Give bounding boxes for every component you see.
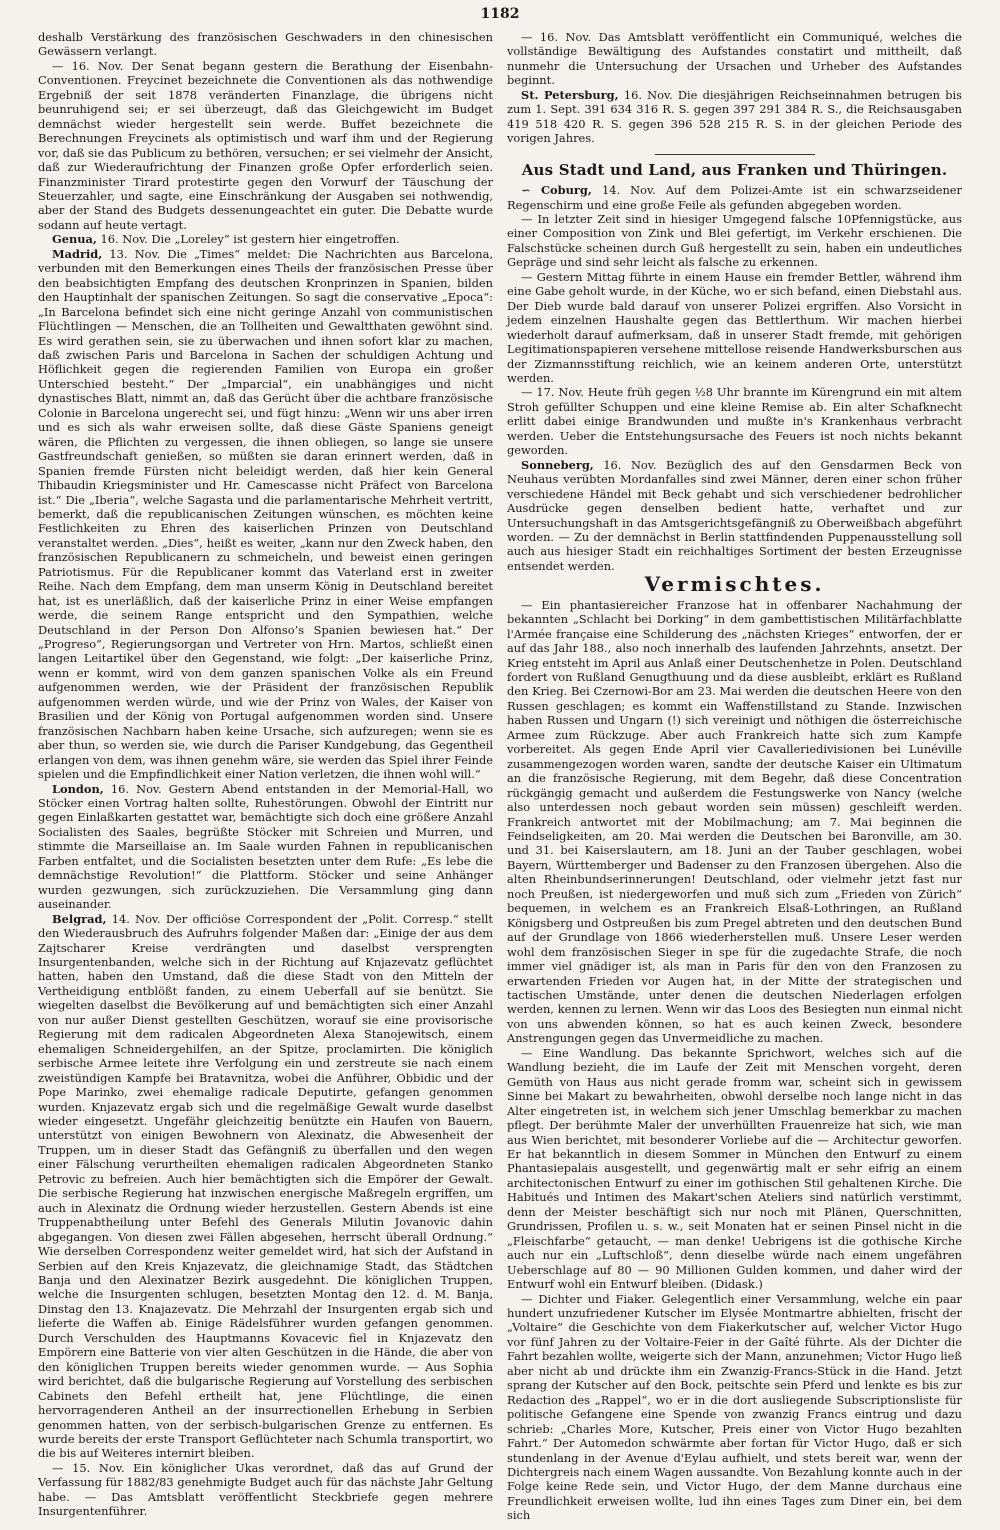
article-text: 13. Nov. Die „Times“ meldet: Die Nachrichten aus Barcelona, verbunden mit den Bemerkungen eines Theils der französischen Presse über den beabsichtigten Empfang des deutschen Kronprinzen in Spanien, bilden den Hauptinhalt der spanischen Zeitungen. So sagt die conservative „Epoca“: „In Barcelona befindet sich eine nicht geringe Anzahl von communistischen Flüchtlingen — Menschen, die an Tollheiten und Gewaltthaten gewöhnt sind. Es wird gerathen sein, sie zu überwachen und ihnen sofort klar zu machen, daß zwischen Paris und Barcelona in Sachen der schuldigen Achtung und Höflichkeit gegen die regierenden Familien von Europa ein großer Unterschied besteht.“ Der „Imparcial“, ein unabhängiges und nicht dynastisches Blatt, nimmt an, daß das Gerücht über die achtbare französische Colonie in Barcelona ungerecht sei, und fügt hinzu: „Wenn wir uns aber irren und es sich als wahr erweisen sollte, daß diese Gäste Spaniens geneigt wären, die Pflichten zu vergessen, die ihnen obliegen, so lange sie unsere Gastfreundschaft genießen, so müßten sie daran erinnert werden, daß in Spanien fremde Fürsten nicht beleidigt werden, daß hier kein General Thibaudin Kriegsminister und Hr. Camescasse nicht Präfect von Barcelona ist.“ Die „Iberia“, welche Sagasta und die parlamentarische Mehrheit vertritt, bemerkt, daß die republicanischen Zeitungen wünschen, es möchten keine Festlichkeiten zu Ehren des kaiserlichen Prinzen von Deutschland veranstaltet werden. „Dies“, heißt es weiter, „kann nur den Zweck haben, den französischen Republicanern zu schmeicheln, und beweist einen geringen Patriotismus. Für die Republicaner kommt das Vaterland erst in zweiter Reihe. Nach dem Empfang, dem man unserm König in Deutschland bereitet hat, ist es unerläßlich, daß der kaiserliche Prinz in einer Weise empfangen werde, die seinem Range entspricht und den Sympathien, welche Deutschland in der Person Don Alfonso’s Spanien bewiesen hat.“ Der „Progreso“, Regierungsorgan und Vertreter von Hrn. Martos, schließt einen langen Leitartikel über den Gegenstand, wie folgt: „Der kaiserliche Prinz, wenn er kommt, wird von dem ganzen spanischen Volke als ein Freund aufgenommen werden, wie der Präsident der französischen Republik aufgenommen werden würde, und wie der Prinz von Wales, der Kaiser von Brasilien und der König von Portugal aufgenommen worden sind. Unsere französischen Nachbarn haben keine Ursache, sich aufzuregen; wenn sie es aber thun, so werden sie, wie durch die Pariser Kundgebung, das Gegentheil erlangen von dem, was ihnen genehm wäre, sie werden das Spiel ihrer Feinde spielen und die Empfindlichkeit einer Nation verletzen, die ihnen wohl will.“	[38, 246, 493, 782]
article-text: — Dichter und Fiaker. Gelegentlich einer Versammlung, welche ein paar hundert unzufriedener Kutscher im Elysée Montmartre abhielten, frischt der „Voltaire“ die Geschichte von dem Fiakerkutscher auf, welcher Victor Hugo vor fünf Jahren zu der Voltaire-Feier in der Gaîté führte. Als der Dichter die Fahrt bezahlen wollte, weigerte sich der Mann, anzunehmen; Victor Hugo ließ aber nicht ab und drückte ihm ein Zwanzig-Francs-Stück in die Hand. Jetzt sprang der Kutscher auf den Bock, peitschte sein Pferd und lenkte es bis zur Redaction des „Rappel“, wo er in die dort ausliegende Subscriptionsliste für politische Gefangene eine Spende von zwanzig Francs eintrug und dazu schrieb: „Charles More, Kutscher, Preis einer von Victor Hugo bezahlten Fahrt.“ Der Automedon schwärmte aber fortan für Victor Hugo, daß er sich stundenlang in der Avenue d'Eylau aufhielt, und stets bereit war, wenn der Dichtergreis nach einem Wagen aussandte. Von Bezahlung konnte auch in der Folge keine Rede sein, und Victor Hugo, der dem Manne durchaus eine Freundlichkeit erweisen wollte, lud ihn eines Tages zum Diner ein, bei dem sich	[507, 1291, 962, 1523]
right-column-miscellany	[507, 598, 962, 1523]
article-paragraph	[507, 270, 962, 386]
article-paragraph	[38, 30, 493, 59]
article-text: — In letzter Zeit sind in hiesiger Umgegend falsche 10Pfennigstücke, aus einer Composition von Zink und Blei gefertigt, im Verkehr erschienen. Die Falschstücke scheinen durch Guß hergestellt zu sein, haben ein undeutliches Gepräge und sind sehr leicht als falsche zu erkennen.	[507, 211, 962, 270]
columns	[38, 30, 963, 1523]
article-paragraph	[38, 912, 493, 1461]
article-paragraph	[38, 232, 493, 246]
article-text: 16. Nov. Bezüglich des auf den Gensdarmen Beck von Neuhaus verübten Mordanfalles sind zwei Männer, deren einer schon früher verschiedene Händel mit Beck gehabt und sich verschiedener bedrohlicher Ausdrücke gegen denselben bedient hatte, verhaftet und zur Untersuchungshaft in das Amtsgerichtsgefängniß zu Oberweißbach abgeführt worden. — Zu der demnächst in Berlin stattfindenden Puppenausstellung soll auch aus hiesiger Stadt ein reichhaltiges Sortiment der besten Erzeugnisse entsendet werden.	[507, 457, 962, 573]
article-text: 14. Nov. Auf dem Polizei-Amte ist ein schwarzseidener Regenschirm und eine große Feile als gefunden abgegeben worden.	[507, 183, 962, 212]
article-text: — 16. Nov. Der Senat begann gestern die Berathung der Eisenbahn-Conventionen. Freycinet bezeichnete die Conventionen als das nothwendige Ergebniß der seit 1878 veränderten Finanzlage, die übrigens nicht beunruhigend sei; er sei überzeugt, daß das Gleichgewicht im Budget demnächst wieder hergestellt sein werde. Buffet bezeichnete die Berechnungen Freycinets als optimistisch und warf ihm und der Regierung vor, daß sie das Publicum zu bethören, versuchen; er sei vielmehr der Ansicht, daß zur Wiederaufrichtung der Finanzen große Opfer erforderlich seien. Finanzminister Tirard protestirte gegen den Vorwurf der Täuschung der Steuerzahler, und sagte, eine Einschränkung der Ausgaben sei nothwendig, aber der Stand des Budgets dessenungeachtet ein guter. Die Debatte wurde sodann auf heute vertagt.	[38, 58, 493, 232]
article-paragraph	[38, 247, 493, 782]
dateline: Belgrad,	[52, 911, 107, 926]
article-paragraph	[507, 183, 962, 212]
dateline: Sonneberg,	[521, 457, 594, 472]
article-paragraph	[507, 598, 962, 1046]
right-column	[507, 30, 963, 1523]
article-paragraph	[507, 458, 962, 574]
article-paragraph	[38, 59, 493, 232]
article-text: — 15. Nov. Ein königlicher Ukas verordnet, daß das auf Grund der Verfassung für 1882/83 genehmigte Budget auch für das nächste Jahr Geltung habe. — Das Amtsblatt veröffentlicht Steckbriefe gegen mehrere Insurgentenführer.	[38, 1460, 493, 1519]
page-number: 1182	[480, 6, 520, 22]
dateline: St. Petersburg,	[521, 87, 619, 102]
article-text: 16. Nov. Gestern Abend entstanden in der Memorial-Hall, wo Stöcker einen Vortrag halten sollte, Ruhestörungen. Obwohl der Eintritt nur gegen Einlaßkarten gestattet war, bemächtigte sich doch eine größere Anzahl Socialisten des Saales, begrüßte Stöcker mit Schreien und Murren, und stimmte die Marseillaise an. Im Saale wurden Fahnen in republicanischen Farben entfaltet, und die Socialisten besetzten unter dem Rufe: „Es lebe die demnächstige Revolution!“ die Plattform. Stöcker und seine Anhänger wurden gezwungen, sich zurückzuziehen. Die Versammlung ging dann auseinander.	[38, 781, 493, 912]
dateline: Genua,	[52, 232, 97, 247]
article-text: — Eine Wandlung. Das bekannte Sprichwort, welches sich auf die Wandlung bezieht, die im Laufe der Zeit mit Menschen vorgeht, deren Gemüth von Haus aus nicht gerade fromm war, scheint sich in gewissem Sinne bei Makart zu bewahrheiten, obwohl derselbe noch lange nicht in das Alter eingetreten ist, in welchem sich jener Umschlag bemerkbar zu machen pflegt. Der berühmte Maler der unverhüllten Frauenreize hat sich, wie man aus Wien berichtet, mit besonderer Vorliebe auf die — Architectur geworfen. Er hat bekanntlich in diesem Sommer in München den Entwurf zu einem Phantasiepalais ausgestellt, und gegenwärtig malt er sehr eifrig an einem architectonischen Entwurf zu einer im gothischen Stil gehaltenen Kirche. Die Habitués und Intimen des Makart'schen Ateliers sind natürlich verstimmt, denn der Meister beschäftigt sich nur noch mit Plänen, Querschnitten, Grundrissen, Profilen u. s. w., seit Monaten hat er seinen Pinsel nicht in die „Fleischfarbe“ getaucht, — man denke! Uebrigens ist die gothische Kirche auch nur ein „Luftschloß“, denn dieselbe würde nach einem ungefähren Ueberschlage auf 80 — 90 Millionen Gulden kommen, und daher wird der Entwurf wohl ein Entwurf bleiben. (Didask.)	[507, 1045, 962, 1292]
article-paragraph	[507, 212, 962, 270]
article-text: 16. Nov. Die diesjährigen Reichseinnahmen betrugen bis zum 1. Sept. 391 634 316 R. S. gegen 397 291 384 R. S., die Reichsausgaben 419 518 420 R. S. gegen 396 528 215 R. S. in der gleichen Periode des vorigen Jahres.	[507, 87, 963, 146]
divider-rule	[655, 154, 815, 155]
article-text: deshalb Verstärkung des französischen Geschwaders in den chinesischen Gewässern verlangt.	[38, 30, 493, 59]
article-text: — 16. Nov. Das Amtsblatt veröffentlicht ein Communiqué, welches die vollständige Bewältigung des Aufstandes constatirt und mittheilt, daß nunmehr die Untersuchung der Ursachen und Urheber des Aufstandes beginnt.	[507, 30, 962, 88]
article-paragraph	[38, 1461, 493, 1519]
article-paragraph	[507, 385, 962, 457]
right-column-top	[507, 30, 962, 146]
article-paragraph	[507, 1292, 962, 1523]
section-heading-stadt-und-land: Aus Stadt und Land, aus Franken und Thüringen.	[521, 160, 948, 179]
section-heading-vermischtes: Vermischtes.	[644, 572, 825, 597]
article-paragraph	[507, 30, 962, 88]
article-paragraph	[507, 88, 962, 146]
dateline: London,	[52, 781, 104, 796]
article-paragraph	[38, 782, 493, 912]
left-column	[38, 30, 493, 1519]
article-text: — Gestern Mittag führte in einem Hause ein fremder Bettler, während ihm eine Gabe geholt wurde, in der Küche, wo er sich befand, einen Diebstahl aus. Der Dieb wurde bald darauf von unserer Polizei ergriffen. Also Vorsicht in jedem einzelnen Haushalte gegen das Bettlerthum. Wir machen hierbei wiederholt darauf aufmerksam, daß in unserer Stadt fremde, mit gehörigen Legitimationspapieren versehene mittellose reisende Handwerksburschen aus der Zizmannsstiftung reichlich, wie an keinem anderen Orte, unterstützt werden.	[507, 269, 962, 385]
article-text: 14. Nov. Der officiöse Correspondent der „Polit. Corresp.“ stellt den Wiederausbruch des Aufruhrs folgender Maßen dar: „Einige der aus dem Zajtscharer Kreise verdrängten und daselbst versprengten Insurgentenbanden, welche sich in der Richtung auf Knjazevatz geflüchtet hatten, haben den Umstand, daß die diese Stadt von den Mitteln der Vertheidigung entblößt fanden, zu einem Ueberfall auf sie benützt. Sie wiegelten daselbst die Bevölkerung auf und bemächtigten sich einer Anzahl von nur außer Dienst gestellten Geschützen, worauf sie eine provisorische Regierung mit dem radicalen Abgeordneten Alexa Stanojewitsch, einem ehemaligen Schneidergehilfen, an der Spitze, proclamirten. Die königlich serbische Armee leitete ihre Verfolgung ein und zerstreute sie nach einem zweistündigen Kampfe bei Bratavnitza, wobei die Anführer, Obbidic und der Pope Marinko, zwei ehemalige radicale Deputirte, gefangen genommen wurden. Knjazevatz ergab sich und die regelmäßige Gewalt wurde daselbst wieder eingesetzt. Ungefähr gleichzeitig benützte ein Haufen von Bauern, unterstützt von einigen Bewohnern von Alexinatz, die Abwesenheit der Truppen, um in dieser Stadt das Gefängniß zu überfallen und den wegen einer Fälschung verurtheilten ehemaligen radicalen Abgeordneten Stanko Petrovic zu befreien. Auch hier bemächtigten sich die Empörer der Gewalt. Die serbische Regierung hat inzwischen energische Maßregeln ergriffen, um auch in Alexinatz die Ordnung wieder herzustellen. Gestern Abends ist eine Truppenabtheilung unter Befehl des Generals Milutin Jovanovic dahin abgegangen. Von diesen zwei Fällen abgesehen, herrscht überall Ordnung.“ Wie derselben Correspondenz weiter gemeldet wird, hat sich der Aufstand in Serbien auf den Kreis Knjazevatz, die gleichnamige Stadt, das Städtchen Banja und den Alexinatzer Bezirk ausgedehnt. Die königlichen Truppen, welche die Insurgenten schlugen, besetzten Montag den 12. d. M. Banja, Dinstag den 13. Knajazevatz. Die Mehrzahl der Insurgenten ergab sich und lieferte die Waffen ab. Einige Rädelsführer wurden gefangen genommen. Durch Verschulden des Hauptmanns Kovacevic fiel in Knjazevatz den Empörern eine Batterie von vier alten Geschützen in die Hände, die aber von den königlichen Truppen bereits wieder genommen wurde. — Aus Sophia wird berichtet, daß die bulgarische Regierung auf Vorstellung des serbischen Cabinets den Befehl ertheilt hat, jene Flüchtlinge, die einen hervorragenderen Antheil an der insurrectionellen Erhebung in Serbien genommen hatten, von der serbisch-bulgarischen Grenze zu entfernen. Es wurde bereits der erste Transport Geflüchteter nach Schumla transportirt, wo die bis auf Weiteres internirt bleiben.	[38, 911, 493, 1461]
article-text: 16. Nov. Die „Loreley“ ist gestern hier eingetroffen.	[96, 232, 400, 247]
article-paragraph	[507, 1046, 962, 1292]
right-column-local-news	[507, 183, 962, 573]
article-text: — 17. Nov. Heute früh gegen ½8 Uhr brannte im Kürengrund ein mit altem Stroh gefüllter Schuppen und eine kleine Remise ab. Ein alter Schafknecht erlitt dabei einige Brandwunden und mußte in's Krankenhaus verbracht werden. Ueber die Entstehungsursache des Feuers ist noch nichts bekannt geworden.	[507, 385, 962, 458]
dateline: ∽ Coburg,	[521, 183, 592, 198]
dateline: Madrid,	[52, 246, 103, 261]
article-text: — Ein phantasiereicher Franzose hat in offenbarer Nachahmung der bekannten „Schlacht bei Dorking“ in dem gambettistischen Militärfachblatte l'Armée française eine Schilderung des „nächsten Krieges“ entworfen, der er auf das Jahr 188., also noch innerhalb des laufenden Jahrzehnts, ansetzt. Der Krieg entsteht im April aus Anlaß einer Deutschenhetze in Polen. Deutschland fordert von Rußland Genugthuung und da diese ausbleibt, erklärt es Rußland den Krieg. Bei Czernowi-Bor am 23. Mai werden die deutschen Heere von den Russen geschlagen; es kommt ein Waffenstillstand zu Stande. Inzwischen haben Russen und Ungarn (!) sich vereinigt und nöthigen die österreichische Armee zum Rückzuge. Aber auch Frankreich hatte sich zum Kampfe vorbereitet. Als gegen Ende April vier Cavalleriedivisionen bei Lunéville zusammengezogen worden waren, sandte der deutsche Kaiser ein Ultimatum an die französische Regierung, mit dem Begehr, daß diese Concentration rückgängig gemacht und außerdem die Festungswerke von Nancy (welche also unterdessen noch gebaut worden sein müssen) geschleift werden. Frankreich antwortet mit der Mobilmachung; am 7. Mai beginnen die Feindseligkeiten, am 20. Mai werden die Deutschen bei Baronville, am 30. und 31. bei Kaiserslautern, am 18. Juni an der Tauber geschlagen, wobei Bayern, Württemberger und Badenser zu den Franzosen übergehen. Also die alten Rheinbundserinnerungen! Deutschland, oder vielmehr jetzt fast nur noch Preußen, ist niedergeworfen und muß sich zum „Frieden von Zürich“ bequemen, in welchem es an Frankreich Elsaß-Lothringen, an Rußland Königsberg und Ostpreußen bis zum Pregel abtreten und den deutschen Bund auf der Grundlage von 1866 wiederherstellen muß. Unsere Leser werden wohl dem französischen Sieger in spe für die zugedachte Strafe, die noch immer viel gnädiger ist, als man in Paris für den von den Franzosen zu erwartenden Frieden vor Augen hat, in der Mitte der strategischen und tactischen Umstände, unter denen die deutschen Niederlagen erfolgen werden, kennen zu lernen. Wenn wir das Loos des Besiegten nun einmal nicht von uns abwenden können, so hat es auch keinen Zweck, besondere Anstrengungen gegen das Unvermeidliche zu machen.	[507, 597, 962, 1046]
